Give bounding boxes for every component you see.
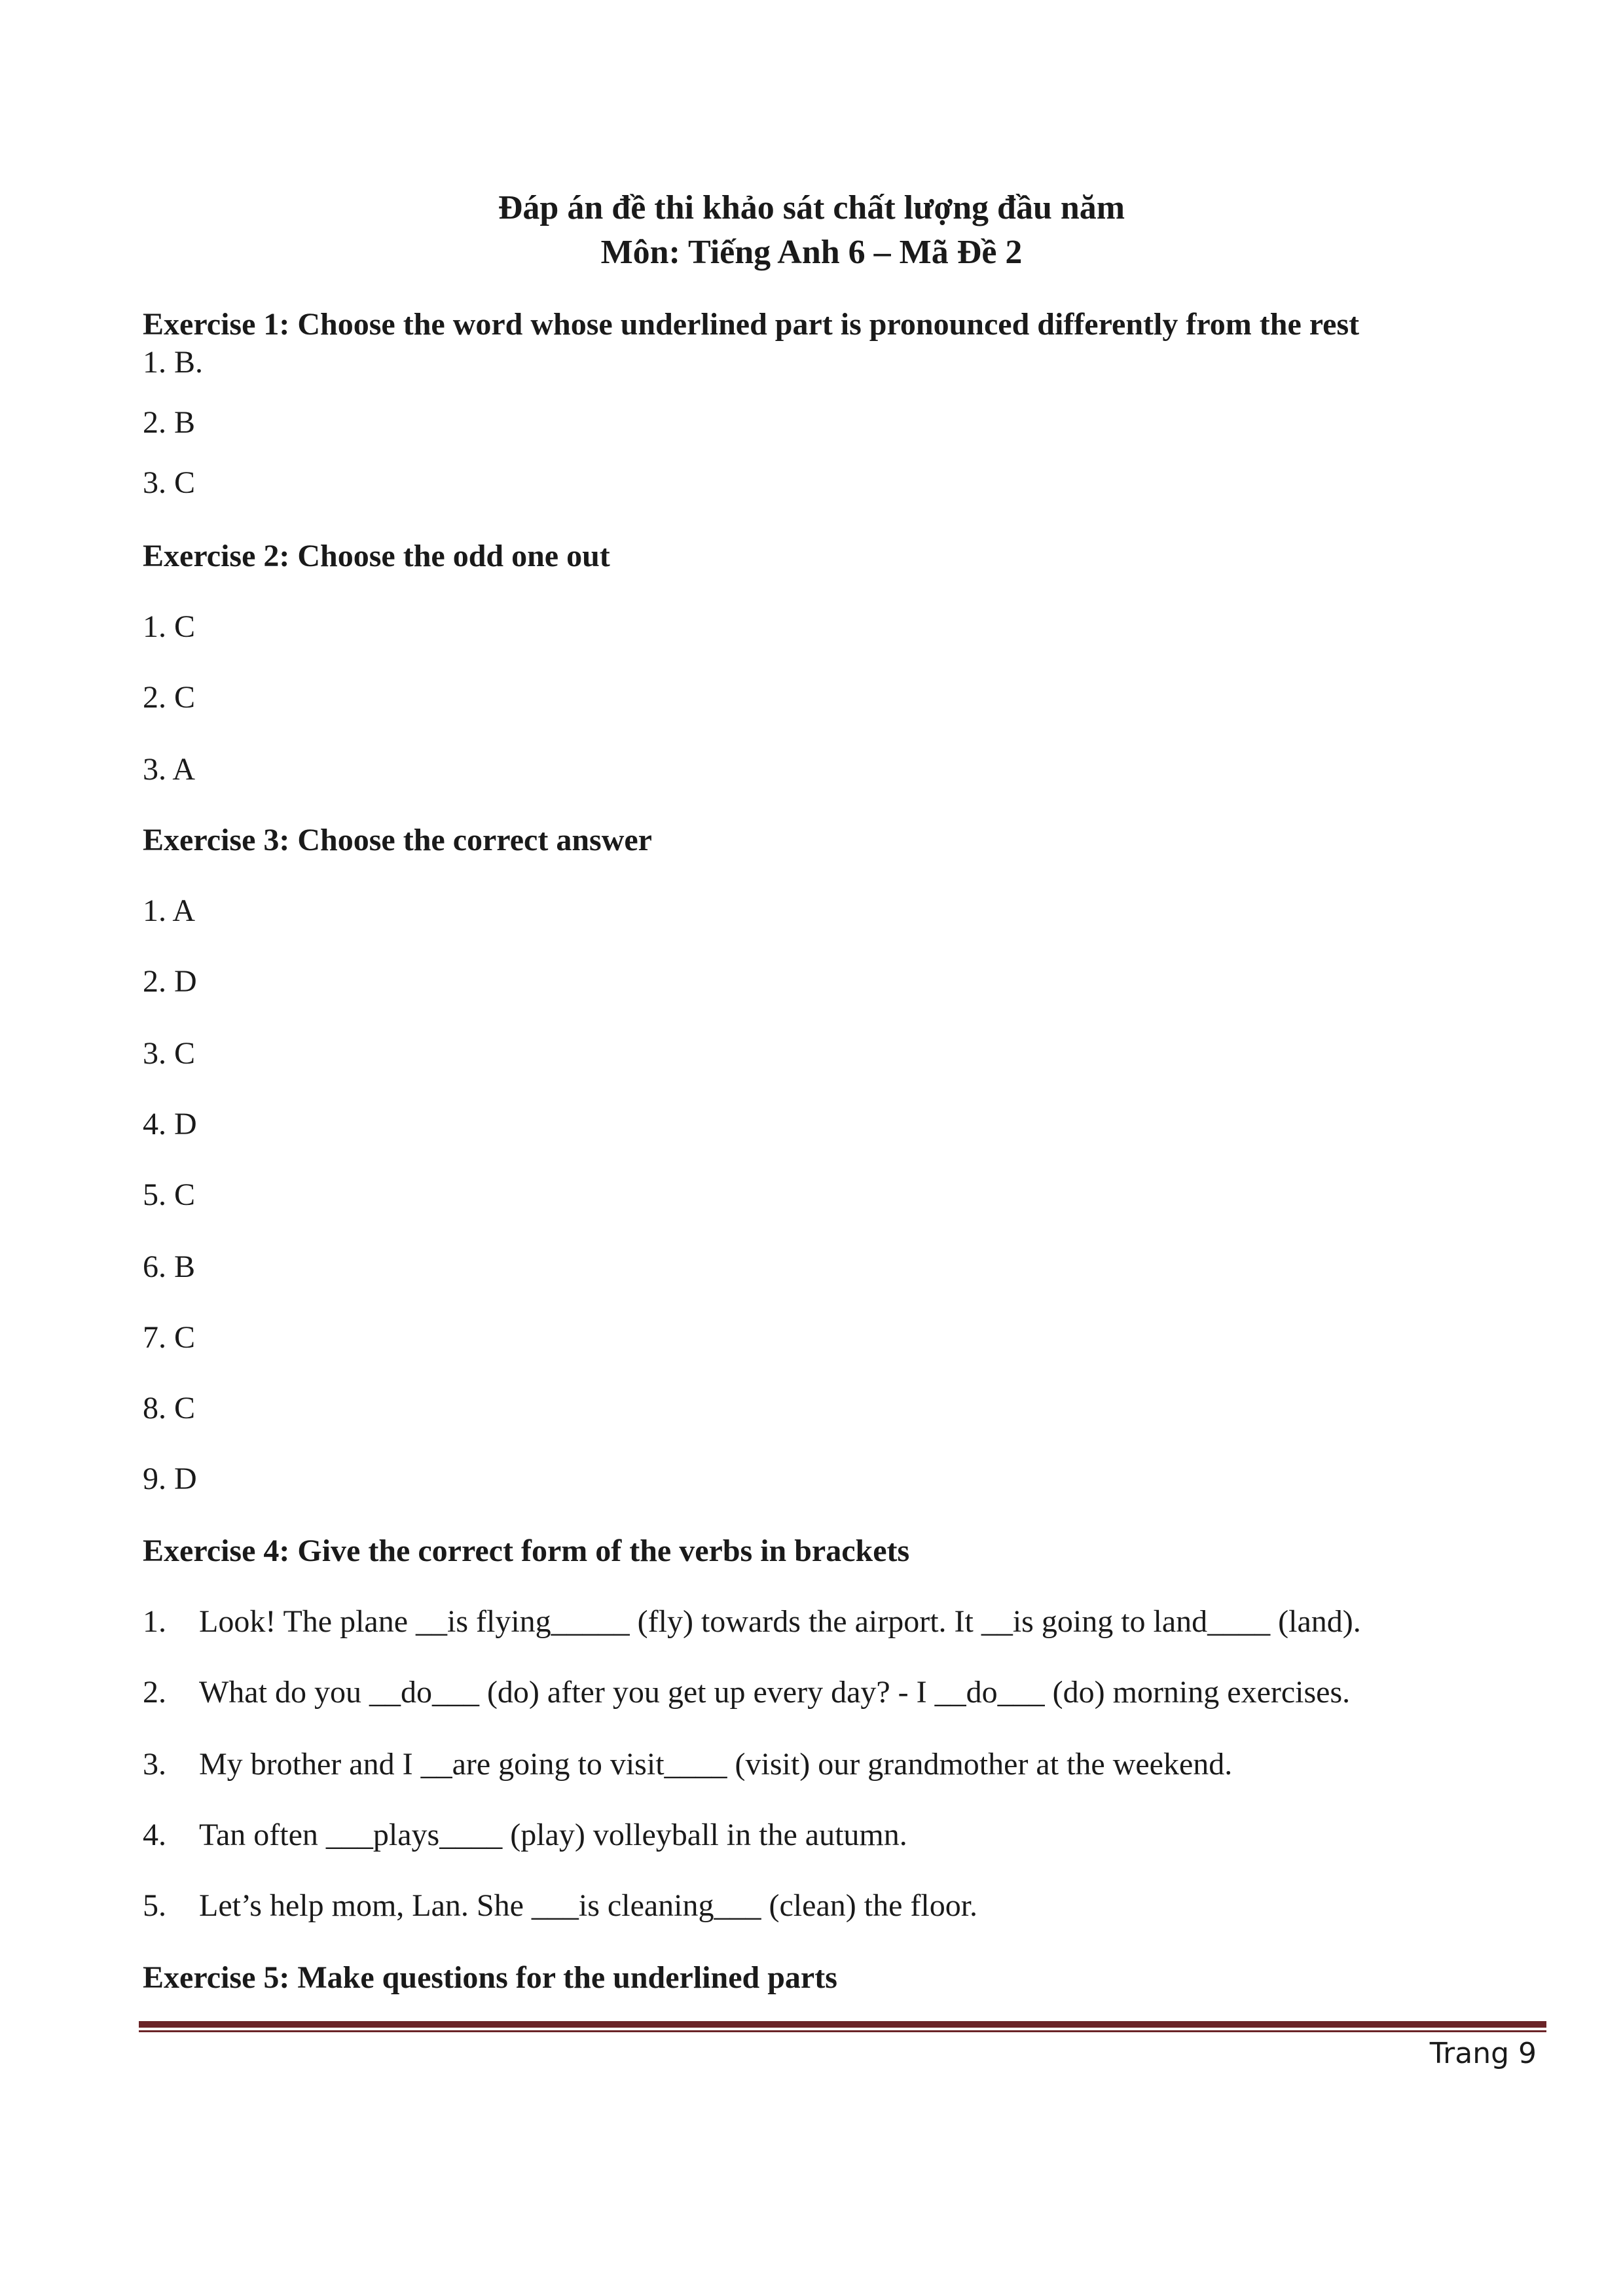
exercise-3-answer: 5. C [143,1177,196,1212]
exercise-3-answer: 1. A [143,893,196,928]
exercise-3-answer: 8. C [143,1391,196,1426]
exercise-3-answer: 3. C [143,1036,196,1071]
exercise-4-item [143,1816,907,1855]
exercise-4-item [143,1745,1232,1784]
exercise-1-heading: Exercise 1: Choose the word whose underlined part is pronounced differently from the rest [143,307,1360,342]
item-text: What do you __do___ (do) after you get up every day? - I __do___ (do) morning exercises. [199,1675,1351,1710]
item-number: 2. [143,1675,166,1710]
exercise-3-answer: 6. B [143,1249,196,1284]
exercise-3-answer: 9. D [143,1462,197,1496]
item-text: Tan often ___plays____ (play) volleyball in the autumn. [199,1818,907,1852]
exercise-5-heading: Exercise 5: Make questions for the underlined parts [143,1960,837,1995]
exercise-1-answer: 2. B [143,405,196,440]
exercise-3-answer: 2. D [143,964,197,999]
item-number: 1. [143,1604,166,1639]
exercise-1-answer: 1. B. [143,345,204,380]
exercise-3-heading: Exercise 3: Choose the correct answer [143,823,652,857]
exercise-2-heading: Exercise 2: Choose the odd one out [143,539,610,573]
title-line-1: Đáp án đề thi khảo sát chất lượng đầu năm [498,189,1125,226]
footer-rule-thin [139,2030,1546,2032]
item-number: 4. [143,1818,166,1852]
exercise-4-item [143,1673,1350,1712]
item-text: Let’s help mom, Lan. She ___is cleaning___ (clean) the floor. [199,1888,978,1923]
exercise-3-answer: 4. D [143,1107,197,1141]
exercise-4-item [143,1602,1361,1641]
item-text: My brother and I __are going to visit____ (visit) our grandmother at the weekend. [199,1747,1233,1782]
title-line-2: Môn: Tiếng Anh 6 – Mã Đề 2 [600,234,1023,271]
exercise-2-answer: 3. A [143,752,196,787]
exercise-2-answer: 2. C [143,680,196,715]
exercise-4-heading: Exercise 4: Give the correct form of the verbs in brackets [143,1534,910,1568]
item-text: Look! The plane __is flying_____ (fly) towards the airport. It __is going to land____ (land). [199,1604,1361,1639]
footer-rule-thick [139,2021,1546,2028]
exercise-2-answer: 1. C [143,609,196,644]
item-number: 3. [143,1747,166,1782]
exercise-3-answer: 7. C [143,1320,196,1355]
item-number: 5. [143,1888,166,1923]
exercise-4-item [143,1886,977,1926]
page-number: Trang 9 [1429,2037,1537,2070]
exercise-1-answer: 3. C [143,465,196,500]
